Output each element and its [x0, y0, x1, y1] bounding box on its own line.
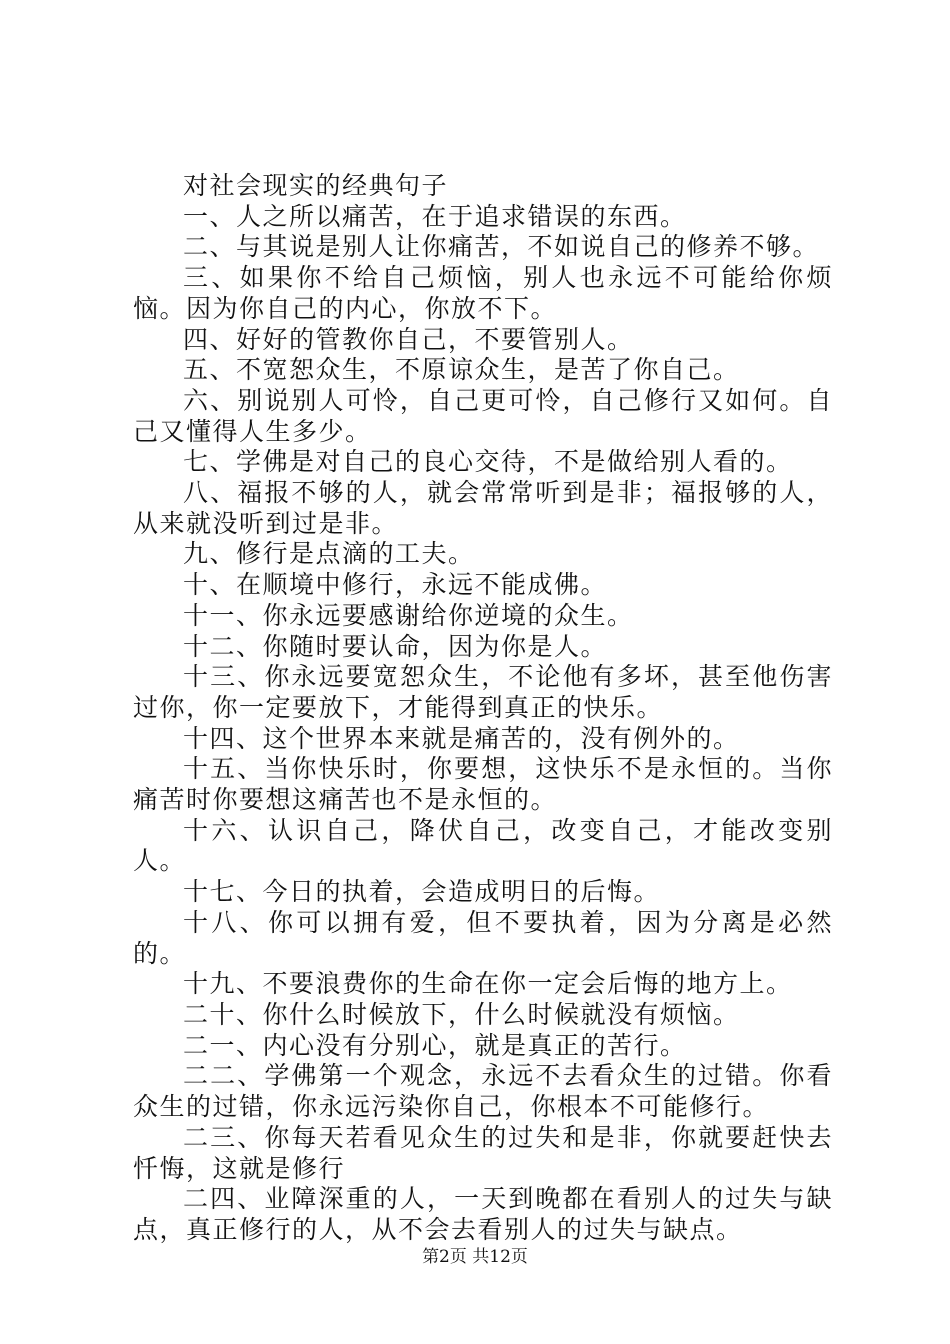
paragraph: 十六、认识自己，降伏自己，改变自己，才能改变别人。: [133, 815, 833, 876]
paragraph: 一、人之所以痛苦，在于追求错误的东西。: [183, 201, 687, 231]
paragraph: 二一、内心没有分别心，就是真正的苦行。: [183, 1030, 687, 1060]
paragraph: 十、在顺境中修行，永远不能成佛。: [183, 570, 608, 600]
paragraph: 六、别说别人可怜，自己更可怜，自己修行又如何。自己又懂得人生多少。: [133, 385, 833, 446]
paragraph: 十二、你随时要认命，因为你是人。: [183, 631, 608, 661]
paragraph: 十五、当你快乐时，你要想，这快乐不是永恒的。当你痛苦时你要想这痛苦也不是永恒的。: [133, 754, 833, 815]
document-body: [133, 171, 833, 1246]
paragraph: 十三、你永远要宽恕众生，不论他有多坏，甚至他伤害过你，你一定要放下，才能得到真正的快乐。: [133, 662, 833, 722]
paragraph: 七、学佛是对自己的良心交待，不是做给别人看的。: [183, 447, 793, 477]
paragraph: 十七、今日的执着，会造成明日的后悔。: [183, 877, 661, 907]
paragraph: 十八、你可以拥有爱，但不要执着，因为分离是必然的。: [133, 907, 833, 968]
page-number-footer: 第2页 共12页: [422, 1247, 528, 1267]
paragraph: 四、好好的管教你自己，不要管别人。: [183, 324, 634, 354]
paragraph: 十一、你永远要感谢给你逆境的众生。: [183, 600, 634, 630]
paragraph: 二四、业障深重的人，一天到晚都在看别人的过失与缺点，真正修行的人，从不会去看别人的过失与缺点。: [133, 1184, 833, 1244]
paragraph: 二三、你每天若看见众生的过失和是非，你就要赶快去忏悔，这就是修行: [133, 1122, 833, 1183]
paragraph: 九、修行是点滴的工夫。: [183, 539, 475, 569]
paragraph: 三、如果你不给自己烦恼，别人也永远不可能给你烦恼。因为你自己的内心，你放不下。: [133, 263, 833, 323]
paragraph: 十九、不要浪费你的生命在你一定会后悔的地方上。: [183, 969, 793, 999]
paragraph: 十四、这个世界本来就是痛苦的，没有例外的。: [183, 723, 740, 753]
paragraph: 二十、你什么时候放下，什么时候就没有烦恼。: [183, 999, 740, 1029]
document-title: 对社会现实的经典句子: [183, 171, 449, 200]
paragraph: 二、与其说是别人让你痛苦，不如说自己的修养不够。: [183, 232, 820, 262]
paragraph: 八、福报不够的人，就会常常听到是非；福报够的人，从来就没听到过是非。: [133, 478, 833, 538]
paragraph: 五、不宽恕众生，不原谅众生，是苦了你自己。: [183, 355, 740, 385]
paragraph: 二二、学佛第一个观念，永远不去看众生的过错。你看众生的过错，你永远污染你自己，你根本不可能修行。: [133, 1061, 833, 1122]
